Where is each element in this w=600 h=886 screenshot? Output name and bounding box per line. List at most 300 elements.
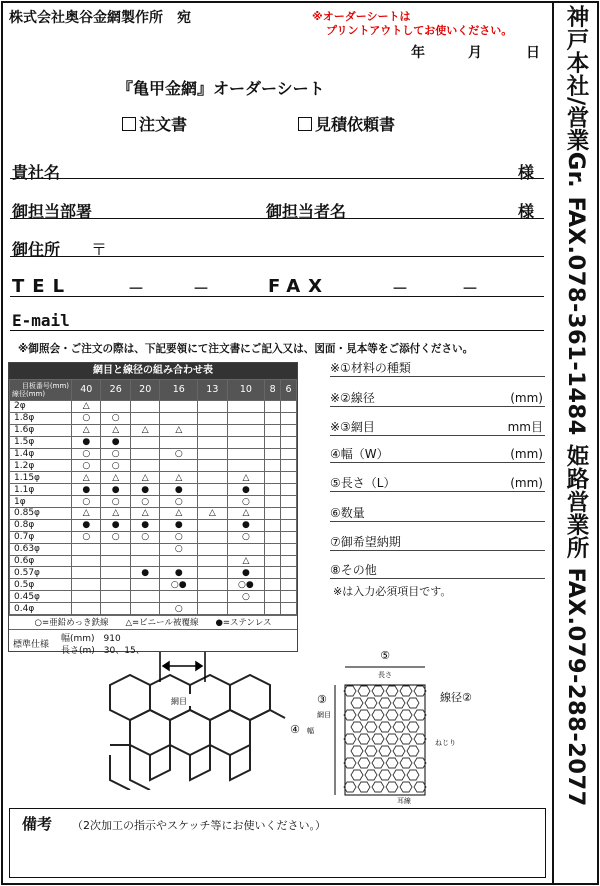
hex-cell xyxy=(351,746,363,756)
combo-cell xyxy=(227,424,265,436)
combo-cell xyxy=(72,567,101,579)
panel-dimension-diagram xyxy=(285,645,495,805)
page-title: 『亀甲金網』オーダーシート xyxy=(117,79,325,98)
person-field[interactable] xyxy=(368,199,508,217)
combo-cell xyxy=(227,448,265,460)
combo-row xyxy=(10,508,297,520)
combo-cell xyxy=(198,579,227,591)
wire-diameter-label: 1.5φ xyxy=(10,436,72,448)
combo-cell xyxy=(72,591,101,603)
col-header: 16 xyxy=(160,380,198,401)
col-header: 20 xyxy=(130,380,159,401)
combo-cell xyxy=(198,412,227,424)
hex-cell xyxy=(372,734,384,744)
department-label: 御担当部署 xyxy=(12,202,93,221)
item-length[interactable] xyxy=(330,475,545,492)
combo-row xyxy=(10,591,297,603)
combo-cell xyxy=(281,472,297,484)
tel-dash-1: － xyxy=(128,279,145,298)
width-label: 幅 xyxy=(307,727,314,735)
company-suffix: 様 xyxy=(518,163,535,182)
combo-cell xyxy=(281,448,297,460)
combo-cell xyxy=(265,412,281,424)
combo-cell: △ xyxy=(198,508,227,520)
combo-cell xyxy=(281,603,297,615)
combo-row xyxy=(10,555,297,567)
combo-cell: ○ xyxy=(160,448,198,460)
combo-cell: ○ xyxy=(72,448,101,460)
combo-cell: ○● xyxy=(227,579,265,591)
date-day: 日 xyxy=(526,45,540,61)
combination-table-body xyxy=(10,401,297,615)
n3-label: ③ xyxy=(317,693,327,706)
item-width[interactable] xyxy=(330,446,545,463)
hex-cell xyxy=(372,686,384,696)
combo-cell xyxy=(130,412,159,424)
wire-diameter-label: 0.57φ xyxy=(10,567,72,579)
hex-cell xyxy=(386,782,398,792)
combo-cell xyxy=(198,531,227,543)
combo-row xyxy=(10,543,297,555)
hex-cell xyxy=(407,770,419,780)
combo-cell xyxy=(265,460,281,472)
combo-cell: ● xyxy=(130,484,159,496)
hex-cell xyxy=(393,770,405,780)
combo-cell xyxy=(265,555,281,567)
person-label: 御担当者名 xyxy=(266,202,347,221)
department-field[interactable] xyxy=(115,199,260,217)
item-label: ⑥数量 xyxy=(330,506,365,520)
combo-cell xyxy=(198,484,227,496)
combo-cell: ○ xyxy=(72,496,101,508)
combo-cell xyxy=(281,436,297,448)
combo-cell: ● xyxy=(101,436,130,448)
hex-cell xyxy=(393,722,405,732)
hex-cell xyxy=(400,758,412,768)
hex-cell xyxy=(386,734,398,744)
combo-cell: △ xyxy=(72,508,101,520)
wire-label: 線径② xyxy=(440,691,472,704)
company-label: 貴社名 xyxy=(12,163,61,182)
combo-cell: ● xyxy=(227,519,265,531)
combo-cell xyxy=(130,555,159,567)
combo-cell: ○ xyxy=(160,531,198,543)
combo-cell xyxy=(281,484,297,496)
hex-cell xyxy=(379,698,391,708)
combo-row xyxy=(10,472,297,484)
required-note: ※は入力必須項目です。 xyxy=(333,585,452,598)
combo-cell: ● xyxy=(101,484,130,496)
combo-cell xyxy=(281,519,297,531)
combo-cell xyxy=(281,555,297,567)
person-suffix: 様 xyxy=(518,202,535,221)
combo-cell xyxy=(265,579,281,591)
combo-cell xyxy=(265,531,281,543)
combo-cell xyxy=(101,591,130,603)
quote-checkbox[interactable] xyxy=(298,117,312,131)
combo-cell xyxy=(281,508,297,520)
combo-cell: ○ xyxy=(160,543,198,555)
combo-cell xyxy=(265,496,281,508)
combo-cell: △ xyxy=(101,508,130,520)
combo-cell xyxy=(198,543,227,555)
combo-cell: ○ xyxy=(72,412,101,424)
combo-row xyxy=(10,496,297,508)
combo-cell: ○ xyxy=(72,460,101,472)
col-header: 6 xyxy=(281,380,297,401)
address-field[interactable] xyxy=(110,237,540,255)
hex-cell xyxy=(400,782,412,792)
combo-cell: ○ xyxy=(227,496,265,508)
combo-cell: △ xyxy=(130,424,159,436)
combo-cell xyxy=(198,603,227,615)
combo-cell: △ xyxy=(227,472,265,484)
combo-cell: ● xyxy=(160,519,198,531)
combo-cell xyxy=(198,436,227,448)
item-quantity[interactable] xyxy=(330,505,545,522)
combo-cell: ○ xyxy=(101,412,130,424)
item-unit: (mm) xyxy=(510,391,543,405)
combo-cell: ● xyxy=(101,519,130,531)
combo-cell: ○ xyxy=(227,591,265,603)
combo-cell xyxy=(281,496,297,508)
hex-cell xyxy=(414,686,426,696)
hex-cell xyxy=(400,710,412,720)
item-delivery[interactable] xyxy=(330,534,545,551)
remarks-hint: （2次加工の指示やスケッチ等にお使いください。） xyxy=(72,819,326,832)
combo-cell xyxy=(130,591,159,603)
corner-cell xyxy=(10,380,72,401)
combo-row xyxy=(10,436,297,448)
hex-cell xyxy=(365,746,377,756)
combo-cell: ○ xyxy=(160,496,198,508)
combo-row xyxy=(10,567,297,579)
combo-cell xyxy=(281,401,297,413)
hex-cell xyxy=(400,686,412,696)
hex-cell xyxy=(351,770,363,780)
hex-cell xyxy=(358,734,370,744)
wire-diameter-label: 2φ xyxy=(10,401,72,413)
item-label: ※②線径 xyxy=(330,391,375,405)
wire-diameter-label: 1.8φ xyxy=(10,412,72,424)
combo-cell xyxy=(198,591,227,603)
combo-cell xyxy=(72,603,101,615)
combo-cell: ● xyxy=(130,567,159,579)
col-header: 26 xyxy=(101,380,130,401)
hex-cell xyxy=(344,710,356,720)
hex-cell xyxy=(372,782,384,792)
combo-cell: ○ xyxy=(101,460,130,472)
hex-cell xyxy=(414,782,426,792)
date-year: 年 xyxy=(411,45,425,61)
combination-table xyxy=(9,379,297,615)
hex-cell xyxy=(407,746,419,756)
combo-cell xyxy=(265,567,281,579)
combo-cell xyxy=(265,484,281,496)
combo-cell xyxy=(265,508,281,520)
option-order[interactable] xyxy=(122,112,187,135)
hex-cell xyxy=(365,698,377,708)
item-label: ※③網目 xyxy=(330,420,375,434)
combo-cell xyxy=(281,579,297,591)
col-header: 40 xyxy=(72,380,101,401)
hex-cell xyxy=(365,770,377,780)
hex-cell xyxy=(344,686,356,696)
combo-cell xyxy=(198,401,227,413)
hex-cell xyxy=(358,782,370,792)
wire-diameter-label: 1.2φ xyxy=(10,460,72,472)
hex-cell xyxy=(358,710,370,720)
combo-cell: ● xyxy=(160,484,198,496)
tel-dash-2: － xyxy=(193,279,210,298)
combo-cell: △ xyxy=(130,472,159,484)
combination-table-title: 網目と線径の組み合わせ表 xyxy=(9,363,297,379)
combo-cell: ○● xyxy=(160,579,198,591)
wire-diameter-label: 0.6φ xyxy=(10,555,72,567)
hex-cell xyxy=(414,710,426,720)
combo-cell xyxy=(130,448,159,460)
combo-row xyxy=(10,401,297,413)
combo-cell xyxy=(198,472,227,484)
hex-cell xyxy=(400,734,412,744)
combo-cell: △ xyxy=(72,424,101,436)
combo-cell xyxy=(101,603,130,615)
combo-cell: ○ xyxy=(72,531,101,543)
table-legend: ○=亜鉛めっき鉄線 △=ビニール被覆線 ●=ステンレス xyxy=(9,615,297,629)
combo-cell: △ xyxy=(160,472,198,484)
hex-cell xyxy=(393,746,405,756)
wire-diameter-label: 1.6φ xyxy=(10,424,72,436)
combo-cell: ○ xyxy=(130,496,159,508)
postal-mark: 〒 xyxy=(91,240,108,259)
combination-table-panel xyxy=(8,362,298,657)
tel-label: TEL xyxy=(12,276,73,297)
combo-cell: △ xyxy=(227,555,265,567)
hex-cell xyxy=(407,722,419,732)
hex-cell xyxy=(344,758,356,768)
item-unit: mm目 xyxy=(507,420,543,434)
corner-bottom: 線径(mm) xyxy=(12,390,46,398)
combo-cell xyxy=(281,531,297,543)
hex-cell xyxy=(344,734,356,744)
combo-cell: △ xyxy=(130,508,159,520)
combo-cell xyxy=(101,567,130,579)
fax-label: FAX xyxy=(268,276,331,297)
hex-cell xyxy=(344,782,356,792)
wire-diameter-label: 0.5φ xyxy=(10,579,72,591)
combo-cell xyxy=(198,567,227,579)
combo-cell: △ xyxy=(101,472,130,484)
hex-cell xyxy=(379,722,391,732)
combo-cell xyxy=(130,603,159,615)
combo-cell xyxy=(281,424,297,436)
item-label: ⑧その他 xyxy=(330,563,377,577)
combo-cell xyxy=(265,543,281,555)
combo-cell: △ xyxy=(160,424,198,436)
hex-cell xyxy=(351,698,363,708)
combo-row xyxy=(10,412,297,424)
option-order-label: 注文書 xyxy=(139,115,188,134)
hex-cell xyxy=(386,710,398,720)
combo-cell: ○ xyxy=(101,496,130,508)
combo-cell xyxy=(160,412,198,424)
side-fax-numbers: 神戸本社/営業Gr. FAX.078-361-1484 姫路営業所 FAX.079-288-2077 xyxy=(563,5,589,807)
addressee: 株式会社奥谷金網製作所 宛 xyxy=(9,10,191,26)
date-month: 月 xyxy=(468,45,482,61)
edge-label: 耳線 xyxy=(397,797,411,805)
hex-cell xyxy=(407,698,419,708)
combo-cell: ● xyxy=(160,567,198,579)
mesh-label-2: 網目 xyxy=(317,711,331,719)
hex-cell xyxy=(351,722,363,732)
combo-cell: ● xyxy=(72,436,101,448)
hex-cell xyxy=(393,698,405,708)
combo-cell: △ xyxy=(72,401,101,413)
combo-cell xyxy=(281,591,297,603)
n5-label: ⑤ xyxy=(380,649,390,662)
combo-cell xyxy=(198,448,227,460)
combo-cell: ● xyxy=(130,519,159,531)
combo-cell xyxy=(160,555,198,567)
remarks-box[interactable] xyxy=(9,808,546,878)
combo-cell xyxy=(72,555,101,567)
combo-cell xyxy=(130,401,159,413)
item-material[interactable] xyxy=(330,360,545,377)
combo-row xyxy=(10,579,297,591)
hex-cell xyxy=(372,710,384,720)
combo-cell xyxy=(281,567,297,579)
hex-cell xyxy=(414,734,426,744)
combo-cell xyxy=(265,401,281,413)
wire-diameter-label: 1.15φ xyxy=(10,472,72,484)
wire-diameter-label: 0.7φ xyxy=(10,531,72,543)
combo-cell xyxy=(198,555,227,567)
spec-label: 標準仕様 xyxy=(13,640,50,651)
spec-length: 長さ(m) 30、15、 xyxy=(61,646,145,657)
mesh-pattern xyxy=(110,675,285,790)
company-field[interactable] xyxy=(90,160,510,178)
combo-cell xyxy=(101,579,130,591)
combo-cell xyxy=(265,448,281,460)
email-line xyxy=(10,330,544,331)
corner-top: 目板番号(mm) xyxy=(21,382,69,390)
item-mesh[interactable] xyxy=(330,419,545,436)
option-quote[interactable] xyxy=(298,112,395,135)
hex-cell xyxy=(386,686,398,696)
address-label: 御住所 xyxy=(12,240,61,259)
instruction: ※御照会・ご注文の際は、下記要領にて注文書にご記入又は、図面・見本等をご添付ください。 xyxy=(18,343,474,355)
item-other[interactable] xyxy=(330,562,545,579)
hex-cell xyxy=(379,746,391,756)
item-label: ④幅（W） xyxy=(330,447,389,461)
combo-cell xyxy=(265,424,281,436)
wire-diameter-label: 1φ xyxy=(10,496,72,508)
combo-cell xyxy=(130,579,159,591)
combo-cell: △ xyxy=(227,508,265,520)
combo-cell xyxy=(227,543,265,555)
combo-cell xyxy=(72,543,101,555)
combo-cell: ○ xyxy=(101,448,130,460)
hex-cell xyxy=(358,758,370,768)
combo-cell xyxy=(160,401,198,413)
combo-cell xyxy=(198,519,227,531)
combo-cell xyxy=(160,591,198,603)
combo-row xyxy=(10,448,297,460)
email-field[interactable] xyxy=(90,311,540,329)
option-quote-label: 見積依頼書 xyxy=(315,115,396,134)
combination-table-header xyxy=(10,380,297,401)
hexagonal-mesh-diagram xyxy=(105,650,290,790)
col-header: 8 xyxy=(265,380,281,401)
combo-cell: ○ xyxy=(130,531,159,543)
n4-label: ④ xyxy=(290,723,300,736)
combo-cell xyxy=(72,579,101,591)
combo-cell: ● xyxy=(227,567,265,579)
combo-cell xyxy=(198,460,227,472)
combo-row xyxy=(10,460,297,472)
panel-outline xyxy=(345,685,425,795)
panel-hex-pattern xyxy=(344,686,426,792)
combo-row xyxy=(10,519,297,531)
item-label: ⑦御希望納期 xyxy=(330,535,401,549)
col-header: 13 xyxy=(198,380,227,401)
item-unit: (mm) xyxy=(510,447,543,461)
combo-cell xyxy=(101,543,130,555)
combo-cell: △ xyxy=(101,424,130,436)
wire-diameter-label: 0.4φ xyxy=(10,603,72,615)
combo-cell xyxy=(265,519,281,531)
combo-cell: ○ xyxy=(227,531,265,543)
hex-cell xyxy=(365,722,377,732)
combo-cell xyxy=(227,436,265,448)
combo-cell xyxy=(227,401,265,413)
remarks-label: 備考 xyxy=(22,815,53,833)
combo-cell xyxy=(281,412,297,424)
combo-cell: △ xyxy=(72,472,101,484)
wire-diameter-label: 0.45φ xyxy=(10,591,72,603)
wire-diameter-label: 0.63φ xyxy=(10,543,72,555)
combo-cell xyxy=(227,412,265,424)
wire-diameter-label: 0.8φ xyxy=(10,519,72,531)
email-label: E-mail xyxy=(12,311,70,330)
hex-cell xyxy=(386,758,398,768)
twist-label: ねじり xyxy=(435,739,456,747)
notice-line-2: プリントアウトしてお使いください。 xyxy=(326,24,513,37)
combo-cell xyxy=(130,543,159,555)
item-wire-diameter[interactable] xyxy=(330,390,545,407)
combo-cell: ○ xyxy=(160,603,198,615)
spec-width: 幅(mm) 910 xyxy=(61,634,121,645)
combo-cell xyxy=(281,460,297,472)
company-line xyxy=(10,178,544,179)
order-checkbox[interactable] xyxy=(122,117,136,131)
combo-row xyxy=(10,531,297,543)
combo-row xyxy=(10,424,297,436)
combo-cell xyxy=(227,603,265,615)
item-unit: (mm) xyxy=(510,476,543,490)
hex-cell xyxy=(379,770,391,780)
wire-diameter-label: 1.1φ xyxy=(10,484,72,496)
mesh-label: 網目 xyxy=(171,697,187,706)
item-label: ※①材料の種類 xyxy=(330,361,411,375)
combo-cell xyxy=(101,555,130,567)
hex-cell xyxy=(358,686,370,696)
combo-cell xyxy=(130,460,159,472)
combo-cell: ● xyxy=(72,519,101,531)
notice-line-1: ※オーダーシートは xyxy=(312,10,411,23)
combo-cell xyxy=(281,543,297,555)
combo-row xyxy=(10,484,297,496)
